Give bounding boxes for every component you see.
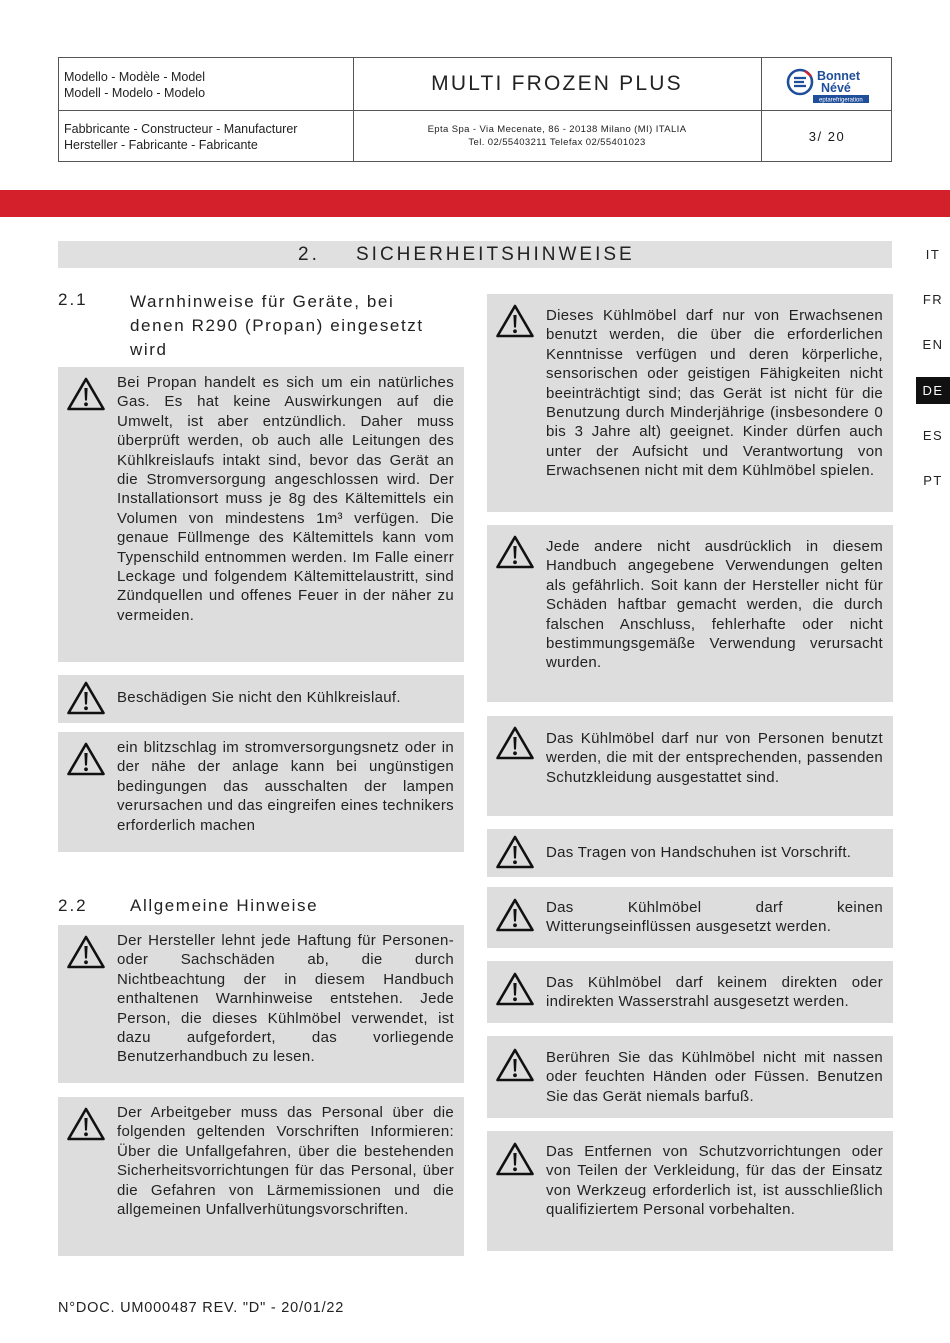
warning-text: Beschädigen Sie nicht den Kühlkreislauf. (117, 689, 401, 706)
warning-text: Das Kühlmöbel darf keinen Witterungseinflüssen ausgesetzt werden. (546, 899, 883, 936)
warning-icon (496, 835, 534, 869)
warning-box (487, 887, 893, 948)
manufacturer-address: Epta Spa - Via Mecenate, 86 - 20138 Milano (MI) ITALIA (427, 124, 687, 135)
warning-box (487, 829, 893, 877)
subsection-title (130, 290, 424, 362)
model-label: Modell - Modelo - Modelo (64, 86, 206, 100)
warning-box (487, 1131, 893, 1251)
warning-box (58, 925, 464, 1083)
section-title-bar (58, 241, 892, 268)
language-tab-it[interactable]: IT (925, 247, 941, 262)
warning-box (487, 294, 893, 512)
manufacturer-phone: Tel. 02/55403211 Telefax 02/55401023 (468, 137, 646, 148)
warning-box (487, 525, 893, 702)
subsection-title-line: Warnhinweise für Geräte, bei (130, 292, 395, 311)
model-title: MULTI FROZEN PLUS (431, 72, 683, 95)
manufacturer-info (353, 110, 761, 162)
warning-text: Bei Propan handelt es sich um ein natürliches Gas. Es hat keine Auswirkungen auf die Umwelt, ist aber entzündlich. Daher muss überprüft werden, ob auch alle Leitungen des Kühlkreislaufs intakt sind, bevor das Gerät an die Stromversorgung angeschlossen wird. Der Installationsort muss je 8g des Kältemittels ein Volumen von mindestens 1m³ verfügen. Die genaue Füllmenge des Kältemittels kann vom Typenschild entnommen werden. Im Falle einerr Leckage und folgendem Kältemittelaustritt, sind Zündquellen und offenes Feuer in der näher zu vermeiden. (117, 374, 454, 624)
warning-icon (496, 535, 534, 569)
logo-text: Bonnet (817, 69, 861, 83)
warning-box (58, 732, 464, 852)
warning-icon (496, 1048, 534, 1082)
section-number: 2. (298, 244, 320, 265)
warning-box (487, 961, 893, 1023)
warning-icon (496, 304, 534, 338)
warning-box (58, 1097, 464, 1256)
warning-icon (67, 377, 105, 411)
warning-text: ein blitzschlag im stromversorgungsnetz oder in der nähe der anlage kann bei ungünstigen bedingungen das ausschalten der lampen verursachen und das eingreifen eines technikers erforderlich machen (117, 739, 454, 834)
warning-box (58, 367, 464, 662)
language-tab-en[interactable]: EN (922, 337, 944, 352)
logo-text: eptarefrigeration (819, 97, 863, 104)
warning-icon (496, 898, 534, 932)
warning-text: Berühren Sie das Kühlmöbel nicht mit nassen oder feuchten Händen oder Füssen. Benutzen Sie das Gerät niemals barfuß. (546, 1049, 883, 1105)
subsection-title-line: wird (130, 340, 168, 359)
subsection-title (130, 894, 318, 918)
warning-icon (67, 1107, 105, 1141)
warning-icon (67, 935, 105, 969)
page-number: 3/ 20 (808, 128, 846, 144)
warning-icon (496, 726, 534, 760)
logo-text: Névé (821, 81, 851, 95)
model-label: Modello - Modèle - Model (64, 70, 206, 84)
language-tab-de[interactable]: DE (916, 377, 950, 404)
language-tab-pt[interactable]: PT (923, 473, 943, 488)
warning-text: Jede andere nicht ausdrücklich in diesem Handbuch angegebene Verwendungen gelten als gefährlich. Soit kann der Hersteller nicht für Schäden haftbar gemacht werden, die durch falschen Anschluss, fehlerhafte oder nicht bestimmungsgemäße Verwendung verursacht wurden. (546, 538, 883, 672)
warning-text: Das Entfernen von Schutzvorrichtungen oder von Teilen der Verkleidung, für das der Einsatz von Werkzeug erforderlich ist, ist ausschließlich qualifiziertem Personal vorbehalten. (546, 1143, 883, 1219)
warning-text: Dieses Kühlmöbel darf nur von Erwachsenen benutzt werden, die über die erforderlichen Kenntnisse verfügen und deren körperliche, sensorischen oder geistigen Fähigkeiten nicht beeinträchtigt sind; das Gerät ist nicht für die Benutzung durch Minderjährige (insbesondere 0 bis 3 Jahre alt) geeignet. Kinder dürfen auch unter der Aufsicht und Verantwortung von Erwachsenen nicht mit dem Kühlmöbel spielen. (546, 307, 883, 480)
warning-box (487, 716, 893, 816)
warning-text: Der Arbeitgeber muss das Personal über die folgenden geltenden Vorschriften Informieren: Über die Unfallgefahren, über die bestehenden Sicherheitsvorrichtungen für das Personal, über die Gefahren von Lärmemissionen und die allgemeinen Unfallverhütungsvorschriften. (117, 1104, 454, 1219)
warning-text: Das Tragen von Handschuhen ist Vorschrift. (546, 844, 852, 861)
subsection-title-line: Allgemeine Hinweise (130, 896, 319, 915)
warning-text: Das Kühlmöbel darf keinem direkten oder indirekten Wasserstrahl ausgesetzt werden. (546, 974, 883, 1011)
document-header (58, 57, 892, 162)
subsection-number: 2.2 (58, 896, 88, 915)
subsection-title-line: denen R290 (Propan) eingesetzt (130, 316, 424, 335)
warning-text: Der Hersteller lehnt jede Haftung für Personen- oder Sachschäden ab, die durch Nichtbeachtung der in diesem Handbuch enthaltenen Warnhinweise entstehen. Jede Person, die dieses Kühlmöbel verwendet, ist dazu aufgefordert, das vorliegende Benutzerhandbuch zu lesen. (117, 932, 454, 1066)
warning-icon (496, 972, 534, 1006)
warning-icon (67, 681, 105, 715)
subsection-number: 2.1 (58, 290, 88, 309)
bonnet-neve-logo (785, 66, 871, 104)
language-tab-es[interactable]: ES (922, 428, 944, 443)
warning-text: Das Kühlmöbel darf nur von Personen benutzt werden, die mit der entsprechenden, passenden Schutzkleidung ausgestattet sind. (546, 730, 883, 786)
warning-icon (496, 1142, 534, 1176)
warning-icon (67, 742, 105, 776)
section-title: SICHERHEITSHINWEISE (356, 244, 635, 265)
manufacturer-label: Fabbricante - Constructeur - Manufacturer (64, 122, 298, 136)
warning-box (58, 675, 464, 723)
manufacturer-label: Hersteller - Fabricante - Fabricante (64, 138, 258, 152)
language-tab-fr[interactable]: FR (922, 292, 944, 307)
warning-box (487, 1036, 893, 1118)
document-number-footer: N°DOC. UM000487 REV. "D" - 20/01/22 (58, 1300, 345, 1316)
red-band (0, 190, 950, 217)
